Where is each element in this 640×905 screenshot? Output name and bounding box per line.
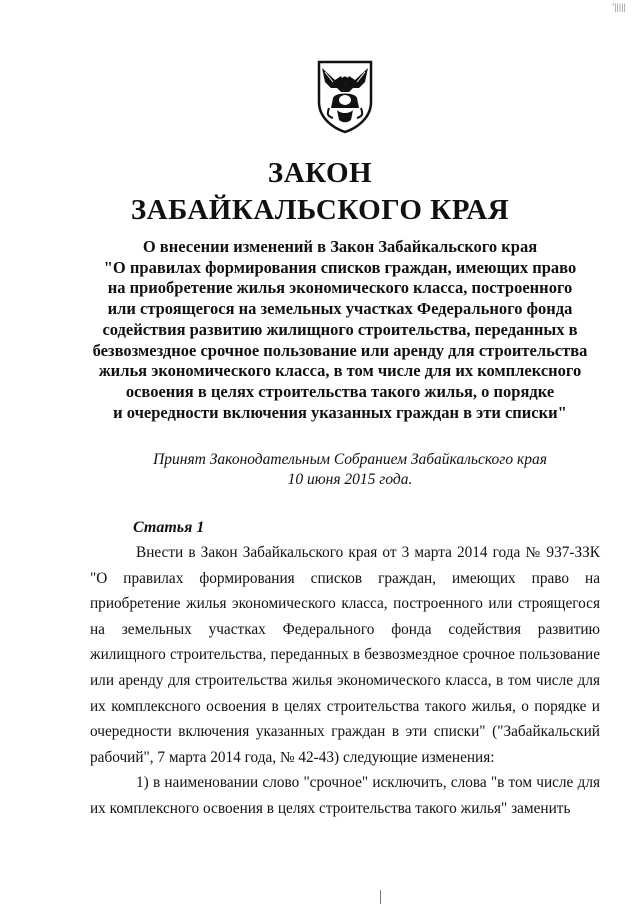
article-paragraph: 1) в наименовании слово "срочное" исключить, слова "в том числе для их комплексного освоения в целях строительства такого жилья" заменить xyxy=(90,774,600,817)
subject-line: или строящегося на земельных участках Федерального фонда xyxy=(107,299,573,319)
adoption-line: Принят Законодательным Собранием Забайкальского края xyxy=(153,451,547,468)
subject-line: освоения в целях строительства такого жилья, о порядке xyxy=(125,381,555,401)
subject-line: содействия развитию жилищного строительства, переданных в xyxy=(102,319,578,339)
article-body xyxy=(90,540,600,822)
coat-of-arms-emblem-icon xyxy=(313,58,377,134)
article-paragraph: Внести в Закон Забайкальского края от 3 марта 2014 года № 937-ЗЗК "О правилах формирования списков граждан, имеющих право на приобретение жилья экономического класса, построенного или строящегося на земельных участках Федерального фонда содействия развитию жилищного строительства, переданных в безвозмездное срочное пользование или аренду для строительства жилья экономического класса, в том числе для их комплексного освоения в целях строительства такого жилья, о порядке и очередности включения указанных граждан в эти списки" ("Забайкальский рабочий", 7 марта 2014 года, № 42-43) следующие изменения: xyxy=(90,544,600,766)
subject-line: жилья экономического класса, в том числе для их комплексного xyxy=(98,361,582,381)
subject-line: О внесении изменений в Закон Забайкальского края xyxy=(142,237,538,256)
article-heading: Статья 1 xyxy=(133,519,205,536)
subject-line: "О правилах формирования списков граждан, имеющих право xyxy=(103,257,577,277)
subject-line: и очередности включения указанных граждан в эти списки" xyxy=(113,402,567,422)
corner-mark: '||||| xyxy=(612,2,626,12)
adoption-date: 10 июня 2015 года. xyxy=(287,471,413,488)
subject-line: безвозмездное срочное пользование или аренду для строительства xyxy=(92,340,588,360)
law-title-line1: ЗАКОН xyxy=(267,157,373,189)
adoption-note xyxy=(100,450,600,490)
subject-line: на приобретение жилья экономического класса, построенного xyxy=(107,278,573,298)
law-subject xyxy=(90,237,590,423)
page-edge-tick xyxy=(380,890,381,904)
law-title-line2: ЗАБАЙКАЛЬСКОГО КРАЯ xyxy=(130,194,510,226)
